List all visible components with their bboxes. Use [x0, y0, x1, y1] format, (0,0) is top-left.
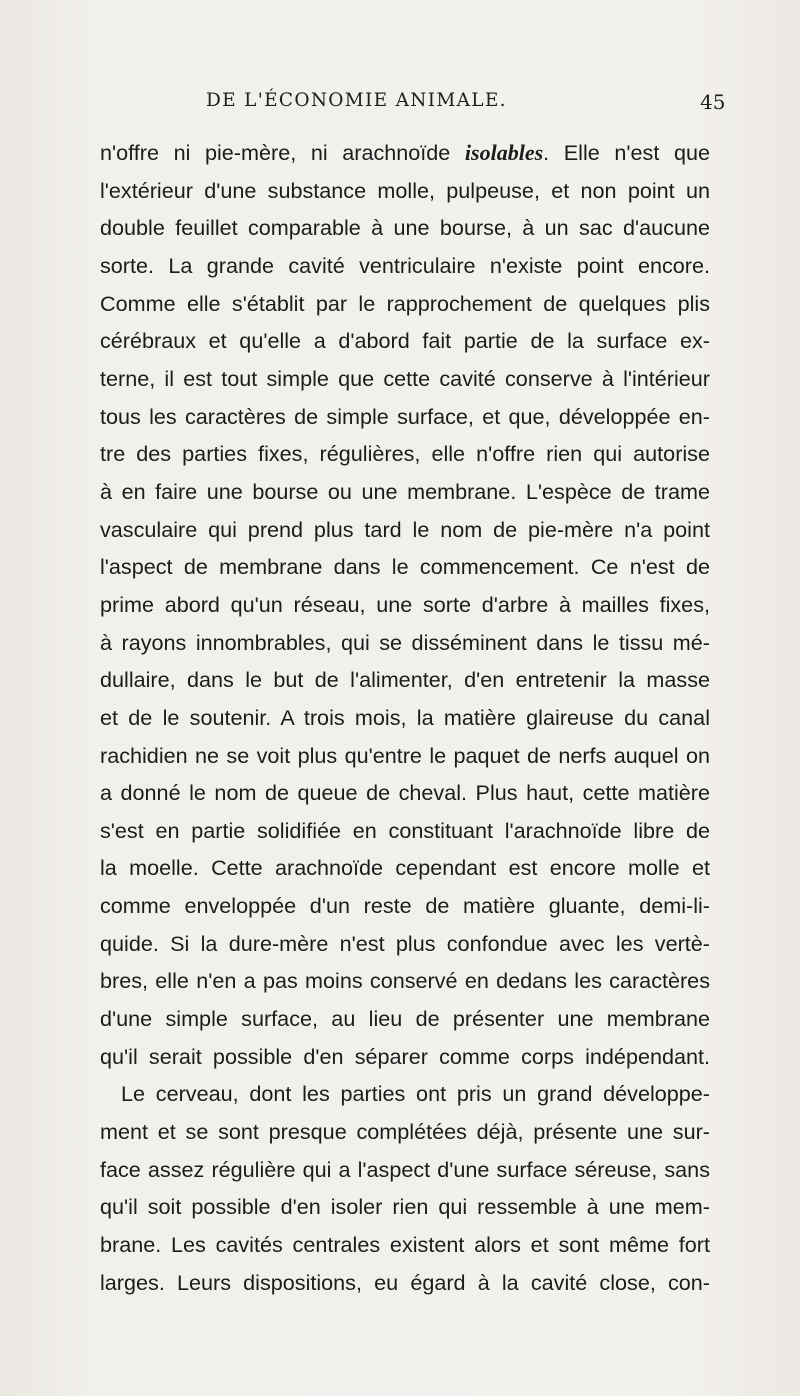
text-line-content: Comme elle s'établit par le rapprochement de quelques plis — [100, 290, 710, 316]
text-line — [100, 1113, 710, 1151]
text-line-content: qu'il serait possible d'en séparer comme corps indépendant. — [100, 1043, 710, 1069]
text-line — [100, 360, 710, 398]
text-line — [100, 849, 710, 887]
text-line-content: s'est en partie solidifiée en constituant l'arachnoïde libre de — [100, 817, 710, 843]
text-line-content: face assez régulière qui a l'aspect d'une surface séreuse, sans — [100, 1156, 710, 1182]
text-line — [100, 887, 710, 925]
text-line — [100, 1151, 710, 1189]
text-line — [100, 1038, 710, 1076]
text-line-content: Le cerveau, dont les parties ont pris un grand développe- — [121, 1081, 710, 1107]
text-line-content-after: . Elle n'est que — [543, 140, 710, 165]
text-line — [100, 962, 710, 1000]
text-line — [100, 661, 710, 699]
text-line-content: d'une simple surface, au lieu de présenter une membrane — [100, 1006, 710, 1032]
text-line — [100, 1226, 710, 1264]
text-line — [100, 925, 710, 963]
text-line — [100, 1075, 710, 1113]
text-line-content: cérébraux et qu'elle a d'abord fait partie de la surface ex- — [100, 328, 710, 354]
text-line — [100, 398, 710, 436]
text-line — [100, 624, 710, 662]
text-line-content: sorte. La grande cavité ventriculaire n'existe point encore. — [100, 252, 710, 278]
text-line-content: l'aspect de membrane dans le commencement. Ce n'est de — [100, 554, 710, 580]
text-line-content: larges. Leurs dispositions, eu égard à la cavité close, con- — [100, 1269, 710, 1295]
text-line — [100, 247, 710, 285]
text-line-content: double feuillet comparable à une bourse, à un sac d'aucune — [100, 215, 710, 241]
text-line-content: brane. Les cavités centrales existent alors et sont même fort — [100, 1232, 710, 1258]
text-line — [100, 511, 710, 549]
page-number: 45 — [700, 90, 726, 114]
text-line — [100, 285, 710, 323]
text-line — [100, 435, 710, 473]
text-line-content: à rayons innombrables, qui se disséminent dans le tissu mé- — [100, 629, 710, 655]
text-line — [100, 172, 710, 210]
text-line — [100, 209, 710, 247]
text-line — [100, 548, 710, 586]
text-line-content: la moelle. Cette arachnoïde cependant est encore molle et — [100, 855, 710, 881]
text-line-content: n'offre ni pie-mère, ni arachnoïde — [100, 140, 465, 165]
text-line — [100, 586, 710, 624]
text-line — [100, 774, 710, 812]
text-line — [100, 1264, 710, 1302]
text-line-content: rachidien ne se voit plus qu'entre le paquet de nerfs auquel on — [100, 742, 710, 768]
text-line — [100, 1188, 710, 1226]
text-line-content: dullaire, dans le but de l'alimenter, d'en entretenir la masse — [100, 667, 710, 693]
text-line-content: a donné le nom de queue de cheval. Plus haut, cette matière — [100, 780, 710, 806]
text-line-content: tous les caractères de simple surface, et que, développée en- — [100, 403, 710, 429]
text-line-content: et de le soutenir. A trois mois, la matière glaireuse du canal — [100, 704, 710, 730]
text-line — [100, 1000, 710, 1038]
text-line-content: qu'il soit possible d'en isoler rien qui ressemble à une mem- — [100, 1194, 710, 1220]
text-line-content: ment et se sont presque complétées déjà, présente une sur- — [100, 1119, 710, 1145]
text-line-content: vasculaire qui prend plus tard le nom de pie-mère n'a point — [100, 516, 710, 542]
text-line-content: tre des parties fixes, régulières, elle n'offre rien qui autorise — [100, 441, 710, 467]
text-line — [100, 322, 710, 360]
text-line — [100, 134, 710, 172]
italic-word: isolables — [464, 140, 544, 165]
body-text — [100, 134, 710, 1301]
text-line-content: bres, elle n'en a pas moins conservé en dedans les caractères — [100, 968, 710, 994]
text-line — [100, 699, 710, 737]
text-line — [100, 812, 710, 850]
text-line-content: comme enveloppée d'un reste de matière gluante, demi-li- — [100, 893, 710, 919]
text-line-content: à en faire une bourse ou une membrane. L'espèce de trame — [100, 478, 710, 504]
text-line-content: l'extérieur d'une substance molle, pulpeuse, et non point un — [100, 177, 710, 203]
text-line — [100, 737, 710, 775]
text-line-content: quide. Si la dure-mère n'est plus confondue avec les vertè- — [100, 930, 710, 956]
running-title: DE L'ÉCONOMIE ANIMALE. — [206, 90, 507, 111]
running-head — [0, 90, 800, 120]
text-line-content: terne, il est tout simple que cette cavité conserve à l'intérieur — [100, 365, 710, 391]
text-line-content: prime abord qu'un réseau, une sorte d'arbre à mailles fixes, — [100, 591, 710, 617]
text-line — [100, 473, 710, 511]
